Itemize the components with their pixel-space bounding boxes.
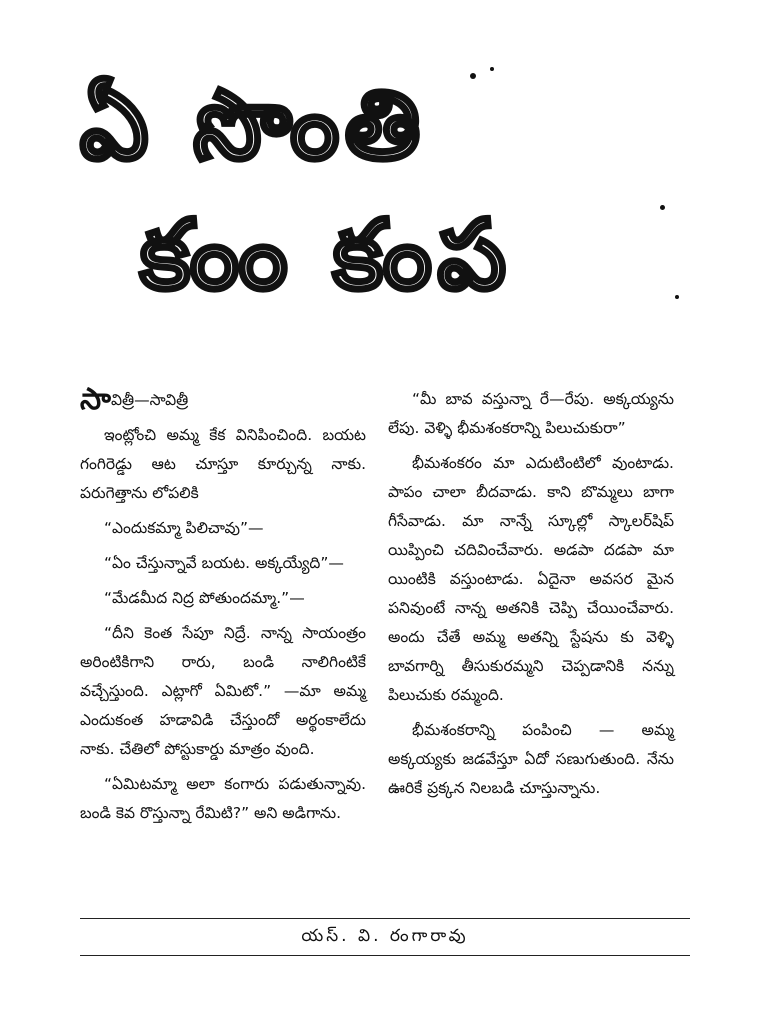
paragraph: “మేడమీద నిద్ర పోతుందమ్మా.”— (104, 589, 305, 607)
author-byline: యస్. వి. రంగారావు (301, 926, 469, 946)
paragraph: “ఏమిటమ్మా అలా కంగారు పడుతున్నావు. బండి కెవ రొస్తున్నా రేమిటి?” అని అడిగాను. (80, 775, 366, 822)
byline-rule-top (80, 918, 690, 919)
byline-rule-bottom (80, 955, 690, 956)
left-column (80, 382, 366, 834)
paragraph: “దీని కెంత సేపూ నిద్రే. నాన్న సాయంత్రం అరింటికిగాని రారు, బండి నాలిగింటికే వచ్చేస్తుంది. ఎట్లాగో ఏమిటో.” —మా అమ్మ ఎందుకంత హడావిడి చేస్తుందో అర్థంకాలేదు నాకు. చేతిలో పోస్టుకార్డు మాత్రం వుంది. (80, 624, 366, 758)
story-body (80, 382, 700, 905)
paragraph: “ఎందుకమ్మా పిలిచావు”— (104, 519, 264, 537)
paragraph: “ఏం చేస్తున్నావే బయట. అక్కయ్యేది”— (104, 554, 344, 572)
paragraph: “మీ బావ వస్తున్నా రే—రేపు. అక్కయ్యను లేపు. వెళ్ళి భీమశంకరాన్ని పిలుచుకురా” (388, 390, 674, 437)
opening-paragraph (80, 382, 366, 417)
right-column (388, 385, 674, 809)
ink-speck (675, 295, 679, 299)
story-title-line-2: కంం కంప (140, 199, 512, 311)
opening-text: విత్రీ—సావిత్రీ (110, 391, 189, 409)
paragraph: ఇంట్లోంచి అమ్మ కేక వినిపించింది. బయట గంగిరెడ్డు ఆట చూస్తూ కూర్చున్న నాకు. పరుగెత్తాను లోపలికి (80, 426, 366, 502)
story-title (60, 55, 700, 325)
paragraph: భీమశంకరాన్ని పంపించి — అమ్మ అక్కయ్యకు జడవేస్తూ ఏదో సణుగుతుంది. నేను ఊరికే ప్రక్కన నిలబడి చూస్తున్నాను. (388, 721, 674, 797)
story-title-line-1: ఏ సొంతి (80, 69, 427, 181)
ink-speck (660, 205, 665, 210)
drop-cap: సా (80, 382, 111, 417)
ink-speck (490, 67, 494, 71)
paragraph: భీమశంకరం మా ఎదుటింటిలో వుంటాడు. పాపం చాలా బీదవాడు. కాని బొమ్మలు బాగా గీసేవాడు. మా నాన్నే స్కూల్లో స్కాలర్‌షిప్ యిప్పించి చదివించేవారు. అడపా దడపా మా యింటికి వస్తుంటాడు. ఏదైనా అవసర మైన పనివుంటే నాన్న అతనికి చెప్పి చేయించేవారు. అందు చేతే అమ్మ అతన్ని స్టేషను కు వెళ్ళి బావగార్ని తీసుకురమ్మని చెప్పడానికి నన్ను పిలుచుకు రమ్మంది. (388, 454, 674, 704)
ink-speck (470, 73, 476, 79)
